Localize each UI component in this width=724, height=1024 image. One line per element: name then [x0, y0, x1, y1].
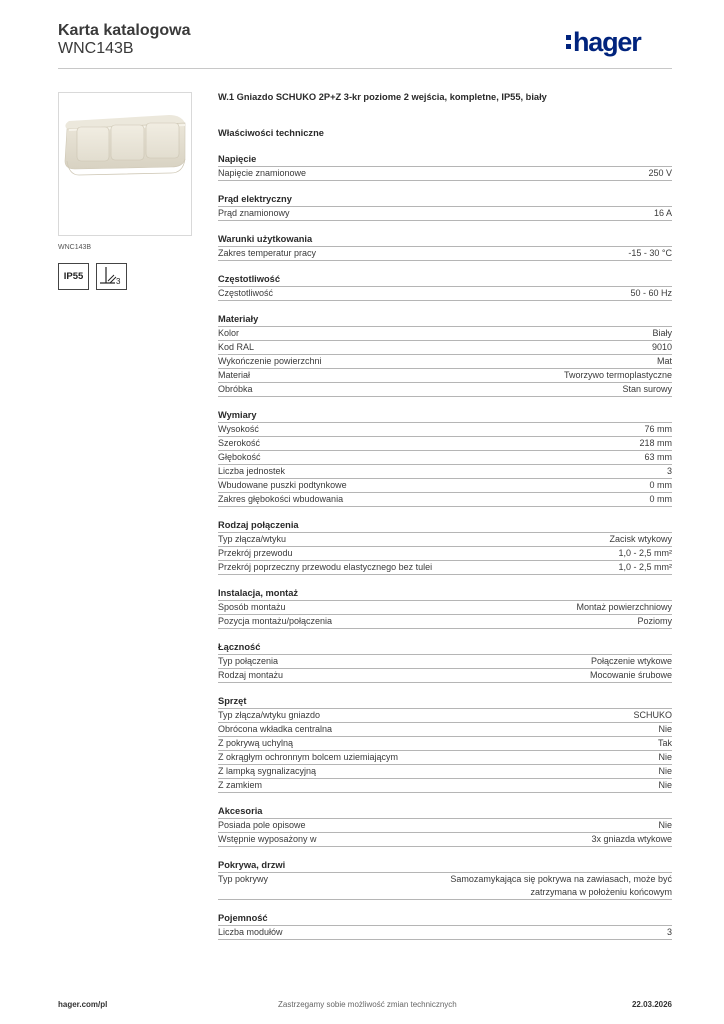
spec-label: Wykończenie powierzchni — [218, 356, 322, 366]
spec-label: Głębokość — [218, 452, 261, 462]
section-title: Częstotliwość — [218, 273, 672, 287]
spec-value: Nie — [658, 724, 672, 734]
spec-label: Typ złącza/wtyku gniazdo — [218, 710, 321, 720]
spec-section — [218, 313, 672, 397]
spec-value: 9010 — [651, 342, 672, 352]
image-caption: WNC143B — [58, 244, 92, 251]
spec-label: Zakres głębokości wbudowania — [218, 494, 344, 504]
spec-row — [218, 423, 672, 437]
spec-row — [218, 669, 672, 683]
spec-label: Liczba modułów — [218, 927, 283, 937]
spec-section — [218, 409, 672, 507]
spec-section — [218, 193, 672, 221]
spec-row — [218, 709, 672, 723]
spec-value: Tworzywo termoplastyczne — [563, 370, 672, 380]
spec-row — [218, 737, 672, 751]
tool-count-label: 3 — [116, 277, 121, 286]
spec-label: Obrócona wkładka centralna — [218, 724, 333, 734]
spec-label: Materiał — [218, 370, 251, 380]
spec-section — [218, 519, 672, 575]
spec-label: Posiada pole opisowe — [218, 820, 306, 830]
spec-row — [218, 167, 672, 181]
spec-label: Z zamkiem — [218, 780, 263, 790]
spec-value: Stan surowy — [622, 384, 672, 394]
spec-row — [218, 547, 672, 561]
spec-label: Wbudowane puszki podtynkowe — [218, 480, 347, 490]
spec-section — [218, 641, 672, 683]
logo-colon-icon — [566, 33, 571, 50]
spec-value: 0 mm — [649, 480, 672, 490]
footer-notice: Zastrzegamy sobie możliwość zmian technicznych — [278, 1000, 457, 1009]
spec-row — [218, 779, 672, 793]
spec-value: 50 - 60 Hz — [630, 288, 672, 298]
spec-row — [218, 383, 672, 397]
spec-label: Typ pokrywy — [218, 874, 269, 884]
spec-value: 250 V — [648, 168, 672, 178]
spec-row — [218, 873, 672, 900]
section-title: Warunki użytkowania — [218, 233, 672, 247]
installation-tool-badge — [96, 263, 127, 290]
product-title: W.1 Gniazdo SCHUKO 2P+Z 3-kr poziome 2 wejścia, kompletne, IP55, biały — [218, 92, 547, 102]
technical-properties-heading: Właściwości techniczne — [218, 128, 324, 138]
spec-row — [218, 327, 672, 341]
section-title: Pokrywa, drzwi — [218, 859, 672, 873]
spec-section — [218, 805, 672, 847]
spec-row — [218, 723, 672, 737]
spec-value: Nie — [658, 766, 672, 776]
section-title: Wymiary — [218, 409, 672, 423]
spec-value: 0 mm — [649, 494, 672, 504]
logo-text: hager — [573, 27, 641, 57]
spec-value: Mocowanie śrubowe — [589, 670, 672, 680]
spec-row — [218, 819, 672, 833]
spec-value: 16 A — [653, 208, 672, 218]
spec-label: Przekrój poprzeczny przewodu elastycznego bez tulei — [218, 562, 433, 572]
spec-row — [218, 833, 672, 847]
spec-label: Kolor — [218, 328, 240, 338]
spec-row — [218, 451, 672, 465]
section-title: Materiały — [218, 313, 672, 327]
section-title: Prąd elektryczny — [218, 193, 672, 207]
spec-value: Zacisk wtykowy — [609, 534, 672, 544]
section-title: Akcesoria — [218, 805, 672, 819]
spec-row — [218, 207, 672, 221]
header-divider — [58, 68, 672, 69]
spec-row — [218, 765, 672, 779]
spec-label: Prąd znamionowy — [218, 208, 290, 218]
spec-section — [218, 859, 672, 900]
spec-section — [218, 695, 672, 793]
spec-value: 3 — [666, 927, 672, 937]
spec-label: Z okrągłym ochronnym bolcem uziemiającym — [218, 752, 399, 762]
section-title: Instalacja, montaż — [218, 587, 672, 601]
spec-value: Nie — [658, 780, 672, 790]
spec-sections — [218, 153, 672, 940]
product-code: WNC143B — [58, 40, 134, 57]
spec-label: Przekrój przewodu — [218, 548, 293, 558]
spec-label: Szerokość — [218, 438, 261, 448]
section-title: Sprzęt — [218, 695, 672, 709]
spec-label: Typ złącza/wtyku — [218, 534, 287, 544]
socket-product-icon — [59, 93, 191, 235]
spec-label: Sposób montażu — [218, 602, 286, 612]
ip55-badge: IP55 — [58, 263, 89, 290]
product-image — [58, 92, 192, 236]
spec-label: Typ połączenia — [218, 656, 279, 666]
installation-tool-icon — [97, 264, 126, 289]
spec-value: Tak — [657, 738, 672, 748]
spec-label: Z lampką sygnalizacyjną — [218, 766, 317, 776]
spec-label: Z pokrywą uchylną — [218, 738, 294, 748]
section-title: Łączność — [218, 641, 672, 655]
spec-value: Mat — [656, 356, 672, 366]
spec-section — [218, 587, 672, 629]
spec-row — [218, 355, 672, 369]
section-title: Napięcie — [218, 153, 672, 167]
spec-section — [218, 153, 672, 181]
page-title: Karta katalogowa — [58, 22, 191, 39]
spec-row — [218, 479, 672, 493]
spec-row — [218, 247, 672, 261]
spec-label: Rodzaj montażu — [218, 670, 284, 680]
section-title: Pojemność — [218, 912, 672, 926]
spec-value: Nie — [658, 752, 672, 762]
spec-row — [218, 655, 672, 669]
spec-value: Montaż powierzchniowy — [576, 602, 672, 612]
spec-section — [218, 912, 672, 940]
footer-date: 22.03.2026 — [631, 1000, 672, 1009]
spec-value: Połączenie wtykowe — [590, 656, 672, 666]
spec-row — [218, 287, 672, 301]
spec-value: Biały — [652, 328, 672, 338]
spec-row — [218, 465, 672, 479]
spec-value: 1,0 - 2,5 mm² — [618, 562, 672, 572]
spec-value: -15 - 30 °C — [628, 248, 672, 258]
spec-value: Poziomy — [637, 616, 672, 626]
spec-value: 218 mm — [639, 438, 672, 448]
spec-row — [218, 437, 672, 451]
spec-row — [218, 341, 672, 355]
spec-row — [218, 615, 672, 629]
spec-section — [218, 233, 672, 261]
spec-value: Samozamykająca się pokrywa na zawiasach, może być zatrzymana w położeniu końcowym — [450, 874, 672, 897]
spec-row — [218, 369, 672, 383]
spec-label: Wstępnie wyposażony w — [218, 834, 317, 844]
spec-value: 1,0 - 2,5 mm² — [618, 548, 672, 558]
spec-value: Nie — [658, 820, 672, 830]
spec-value: SCHUKO — [633, 710, 672, 720]
spec-row — [218, 533, 672, 547]
spec-row — [218, 926, 672, 940]
spec-label: Częstotliwość — [218, 288, 274, 298]
hager-logo — [566, 27, 641, 57]
spec-value: 76 mm — [644, 424, 672, 434]
spec-label: Liczba jednostek — [218, 466, 286, 476]
spec-label: Pozycja montażu/połączenia — [218, 616, 333, 626]
section-title: Rodzaj połączenia — [218, 519, 672, 533]
spec-label: Napięcie znamionowe — [218, 168, 307, 178]
spec-value: 3x gniazda wtykowe — [591, 834, 672, 844]
spec-label: Kod RAL — [218, 342, 255, 352]
spec-row — [218, 601, 672, 615]
spec-label: Obróbka — [218, 384, 253, 394]
spec-row — [218, 561, 672, 575]
spec-label: Wysokość — [218, 424, 259, 434]
spec-content — [218, 92, 672, 952]
spec-row — [218, 493, 672, 507]
spec-value: 3 — [666, 466, 672, 476]
footer-url[interactable]: hager.com/pl — [58, 1000, 108, 1009]
spec-value: 63 mm — [644, 452, 672, 462]
spec-section — [218, 273, 672, 301]
spec-row — [218, 751, 672, 765]
spec-label: Zakres temperatur pracy — [218, 248, 317, 258]
